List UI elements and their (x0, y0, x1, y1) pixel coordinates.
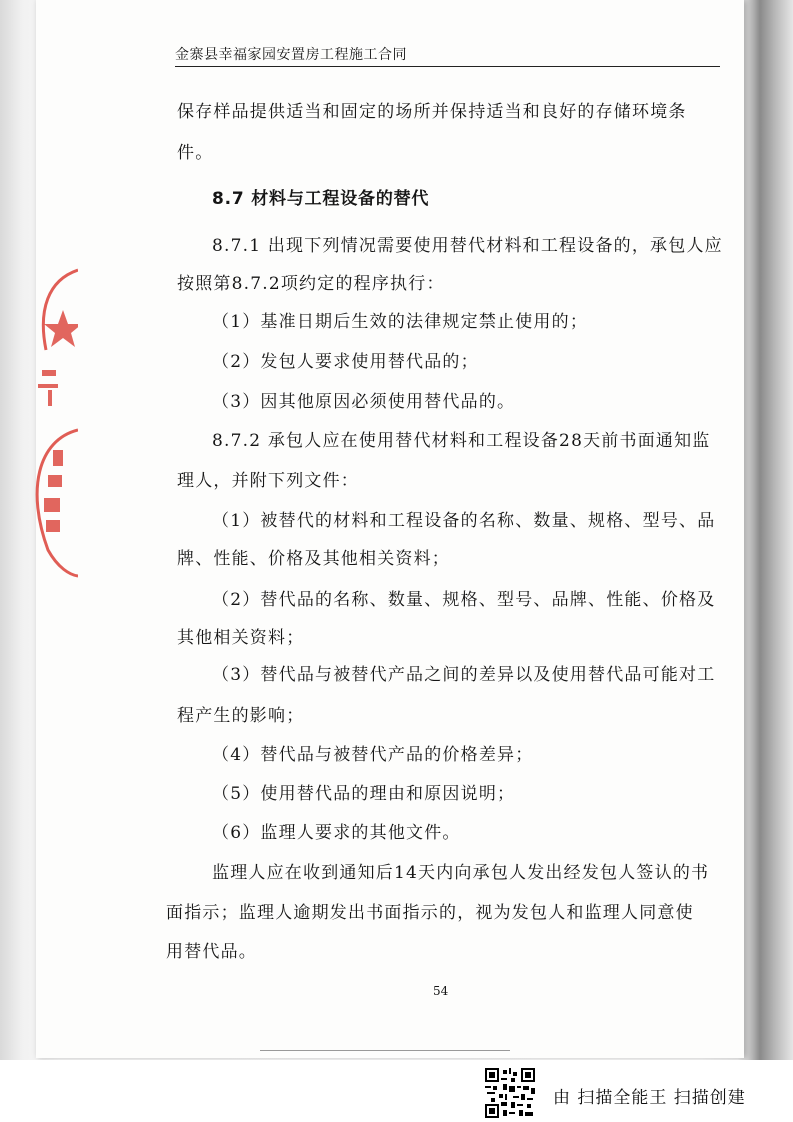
running-header: 金寨县幸福家园安置房工程施工合同 (175, 47, 407, 63)
list-item: （6）监理人要求的其他文件。 (212, 823, 461, 843)
list-item: 其他相关资料； (177, 628, 305, 648)
list-item: （3）替代品与被替代产品之间的差异以及使用替代品可能对工 (212, 665, 716, 685)
list-item: （1）基准日期后生效的法律规定禁止使用的； (212, 312, 589, 332)
closing-line: 监理人应在收到通知后14天内向承包人发出经发包人签认的书 (212, 863, 710, 883)
list-item: （3）因其他原因必须使用替代品的。 (212, 392, 516, 412)
qr-code-icon (485, 1068, 535, 1118)
footer-rule (260, 1050, 510, 1051)
closing-line: 用替代品。 (166, 942, 257, 962)
list-item: （4）替代品与被替代产品的价格差异； (212, 745, 534, 765)
closing-line: 面指示；监理人逾期发出书面指示的，视为发包人和监理人同意使 (166, 903, 694, 923)
list-item: （2）发包人要求使用替代品的； (212, 352, 479, 372)
paragraph-line: 保存样品提供适当和固定的场所并保持适当和良好的存储环境条 (177, 102, 687, 122)
page-number: 54 (433, 984, 449, 998)
list-item: 程产生的影响； (177, 706, 305, 726)
clause-line: 按照第8.7.2项约定的程序执行： (177, 274, 445, 294)
clause-line: 理人，并附下列文件： (177, 471, 359, 491)
section-heading: 8.7 材料与工程设备的替代 (212, 189, 430, 209)
clause-line: 8.7.1 出现下列情况需要使用替代材料和工程设备的，承包人应 (212, 236, 723, 256)
clause-line: 8.7.2 承包人应在使用替代材料和工程设备28天前书面通知监 (212, 431, 711, 451)
list-item: 牌、性能、价格及其他相关资料； (177, 549, 450, 569)
list-item: （1）被替代的材料和工程设备的名称、数量、规格、型号、品 (212, 511, 716, 531)
paragraph-line: 件。 (177, 143, 214, 163)
list-item: （2）替代品的名称、数量、规格、型号、品牌、性能、价格及 (212, 590, 716, 610)
header-rule (175, 66, 720, 67)
scan-watermark: 由 扫描全能王 扫描创建 (553, 1088, 746, 1108)
list-item: （5）使用替代品的理由和原因说明； (212, 784, 516, 804)
